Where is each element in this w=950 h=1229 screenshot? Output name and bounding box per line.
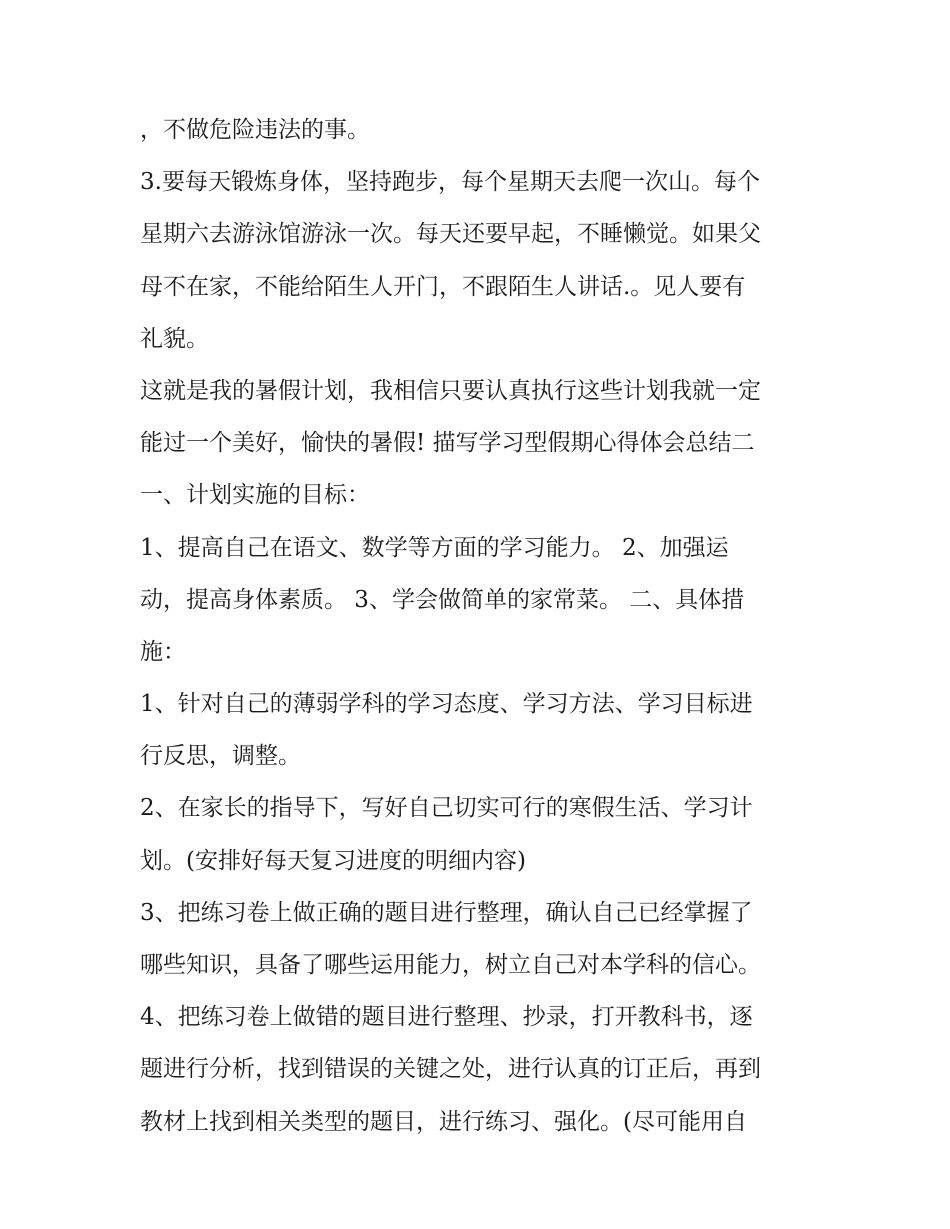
text-line: 4、把练习卷上做错的题目进行整理、抄录，打开教科书，逐 [140, 1004, 753, 1031]
text-line: 一、计划实施的目标： [140, 482, 370, 509]
text-line: 划。(安排好每天复习进度的明细内容) [140, 847, 526, 874]
text-line: 3.要每天锻炼身体，坚持跑步，每个星期天去爬一次山。每个 [140, 169, 760, 196]
text-line: 1、针对自己的薄弱学科的学习态度、学习方法、学习目标进 [140, 691, 753, 718]
text-line: 母不在家，不能给陌生人开门，不跟陌生人讲话.。见人要有 [140, 273, 746, 300]
text-line: 哪些知识，具备了哪些运用能力，树立自己对本学科的信心。 [140, 952, 761, 978]
text-line: 1、提高自己在语文、数学等方面的学习能力。 2、加强运 [140, 534, 729, 561]
text-line: 施： [140, 638, 186, 665]
text-line: 动，提高身体素质。 3、学会做简单的家常菜。 二、具体措 [140, 586, 745, 613]
text-line: 星期六去游泳馆游泳一次。每天还要早起，不睡懒觉。如果父 [140, 221, 761, 248]
text-line: 这就是我的暑假计划，我相信只要认真执行这些计划我就一定 [140, 377, 761, 404]
text-line: 能过一个美好，愉快的暑假! 描写学习型假期心得体会总结二 [140, 430, 755, 457]
text-line: 题进行分析，找到错误的关键之处，进行认真的订正后，再到 [140, 1056, 761, 1083]
text-line: 行反思，调整。 [140, 743, 301, 770]
text-line: 礼貌。 [140, 325, 209, 352]
text-line: ，不做危险违法的事。 [140, 117, 370, 143]
text-line: 3、把练习卷上做正确的题目进行整理，确认自己已经掌握了 [140, 899, 753, 926]
text-line: 教材上找到相关类型的题目，进行练习、强化。(尽可能用自 [140, 1108, 747, 1135]
text-line: 2、在家长的指导下，写好自己切实可行的寒假生活、学习计 [140, 795, 753, 822]
document-body [140, 104, 820, 1148]
